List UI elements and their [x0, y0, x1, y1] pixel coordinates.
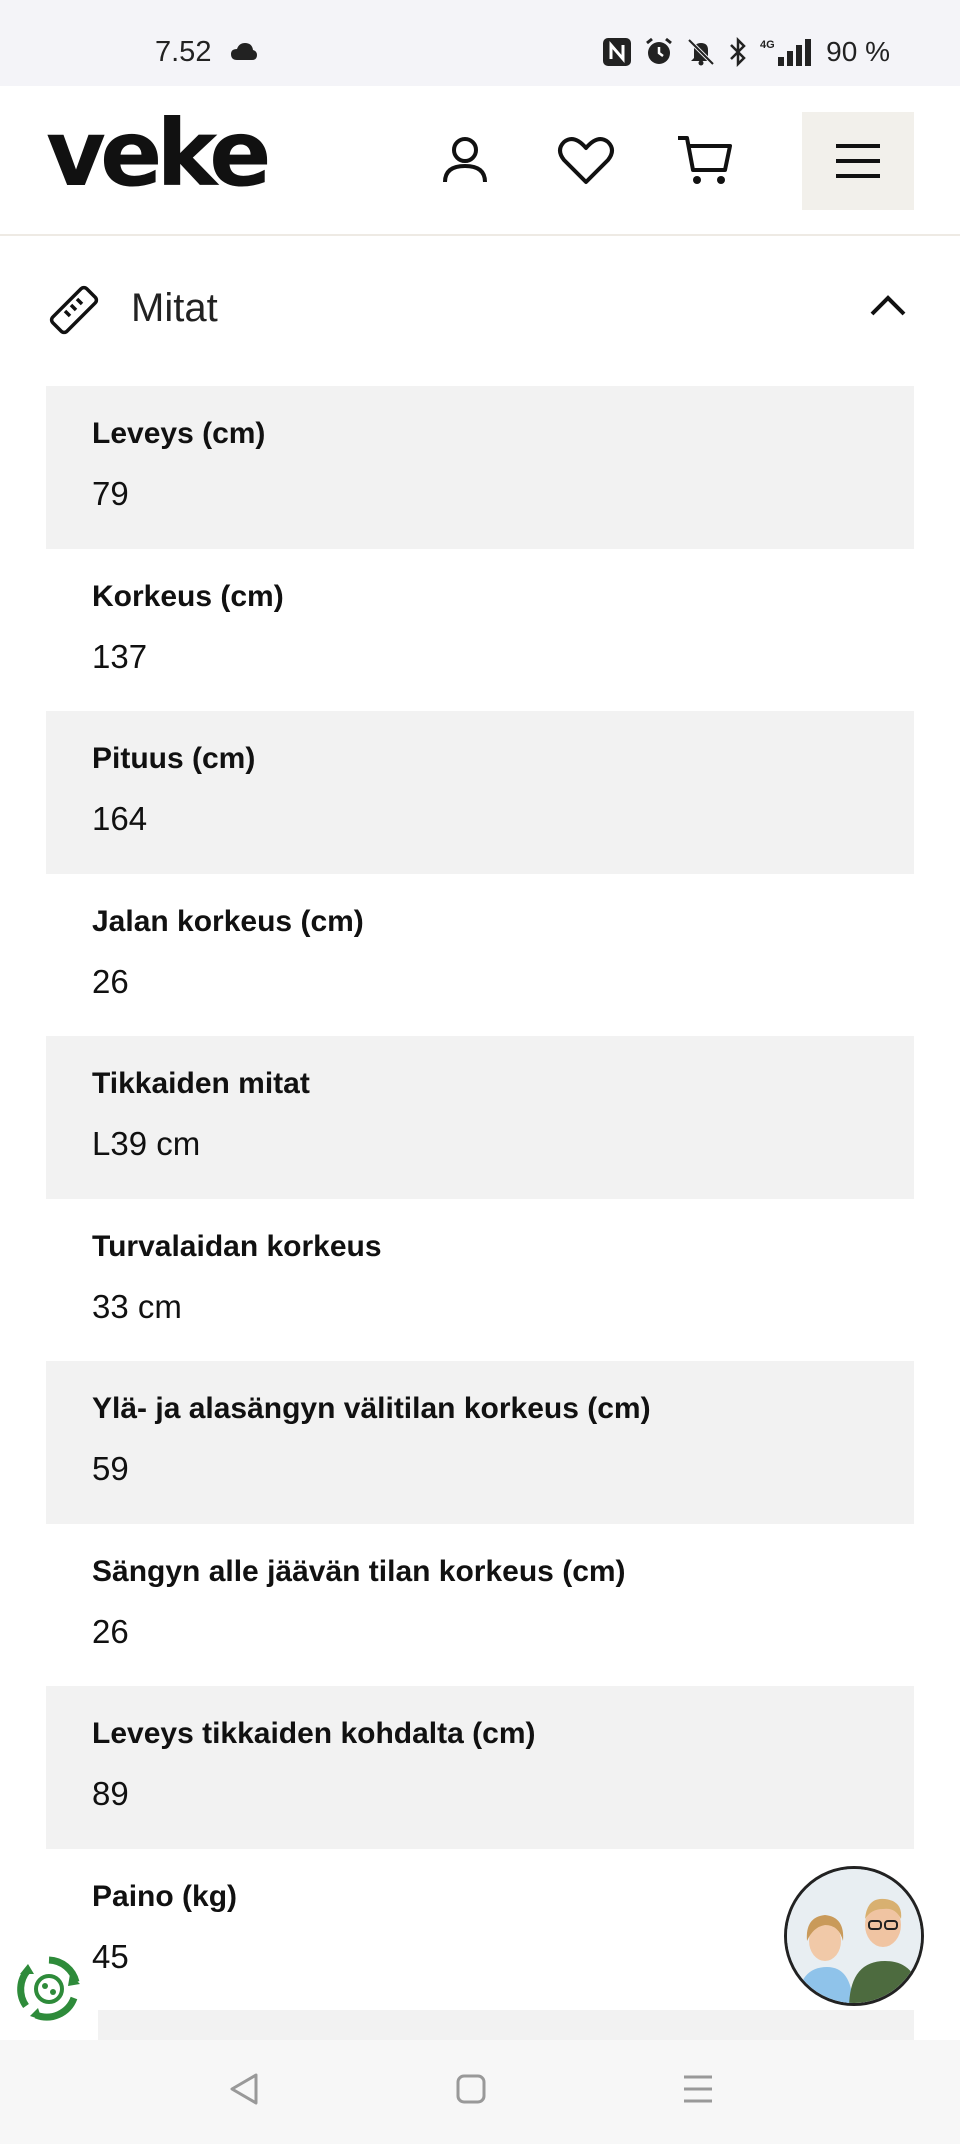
- nfc-icon: [602, 37, 632, 67]
- spec-label: Korkeus (cm): [92, 579, 284, 613]
- spec-value: 45: [92, 1937, 129, 1975]
- spec-value: 79: [92, 475, 129, 512]
- system-nav-bar: [0, 2040, 960, 2144]
- signal-icon: [760, 37, 814, 67]
- next-spec-row-partial: [98, 2010, 914, 2040]
- spec-row: [46, 874, 914, 1037]
- spec-value: 26: [92, 1612, 129, 1650]
- svg-text:4G: 4G: [760, 39, 775, 51]
- spec-value: 33 cm: [92, 1287, 182, 1325]
- spec-row: [46, 711, 914, 874]
- spec-label: Paino (kg): [92, 1879, 238, 1913]
- spec-row: [46, 1361, 914, 1524]
- cloud-icon: [230, 42, 258, 62]
- spec-label: Jalan korkeus (cm): [92, 904, 364, 938]
- spec-value: 89: [92, 1775, 129, 1812]
- spec-value: 26: [92, 962, 129, 1000]
- spec-label: Leveys tikkaiden kohdalta (cm): [92, 1717, 536, 1750]
- spec-row: [46, 549, 914, 712]
- cart-icon[interactable]: [675, 130, 735, 190]
- spec-label: Ylä- ja alasängyn välitilan korkeus (cm): [92, 1392, 651, 1425]
- site-header: [0, 86, 960, 236]
- mute-bell-icon: [686, 37, 716, 67]
- spec-row: [46, 1524, 914, 1687]
- section-title: Mitat: [131, 286, 218, 330]
- user-icon[interactable]: [435, 130, 495, 190]
- chevron-up-icon[interactable]: [870, 294, 906, 316]
- spec-row: [46, 1686, 914, 1849]
- spec-value: 137: [92, 637, 148, 675]
- battery-level: 90 %: [826, 36, 890, 67]
- spec-label: Sängyn alle jäävän tilan korkeus (cm): [92, 1554, 626, 1588]
- heart-icon[interactable]: [556, 130, 616, 190]
- spec-row: [46, 386, 914, 549]
- spec-value: L39 cm: [92, 1125, 201, 1162]
- bluetooth-icon: [728, 37, 748, 67]
- spec-list: [46, 386, 914, 2011]
- spec-label: Tikkaiden mitat: [92, 1067, 310, 1100]
- menu-button[interactable]: [802, 112, 914, 210]
- spec-value: 164: [92, 800, 148, 837]
- recent-apps-icon[interactable]: [682, 2072, 714, 2106]
- ruler-icon: [46, 282, 102, 338]
- status-bar: [0, 0, 960, 86]
- spec-row: [46, 1036, 914, 1199]
- dimensions-accordion-header[interactable]: [46, 270, 914, 350]
- spec-label: Pituus (cm): [92, 742, 256, 775]
- spec-value: 59: [92, 1450, 129, 1487]
- chat-support-avatar[interactable]: [784, 1866, 924, 2006]
- spec-row: [46, 1199, 914, 1362]
- menu-icon: [834, 143, 882, 179]
- alarm-icon: [644, 37, 674, 67]
- support-people-icon: [787, 1869, 924, 2006]
- veke-logo[interactable]: veke: [46, 100, 266, 207]
- status-time: 7.52: [155, 36, 212, 68]
- spec-label: Turvalaidan korkeus: [92, 1229, 382, 1263]
- recycle-icon[interactable]: [14, 1954, 84, 2024]
- back-icon[interactable]: [228, 2072, 260, 2106]
- home-icon[interactable]: [455, 2072, 487, 2106]
- spec-label: Leveys (cm): [92, 417, 266, 450]
- status-icons: [602, 36, 890, 68]
